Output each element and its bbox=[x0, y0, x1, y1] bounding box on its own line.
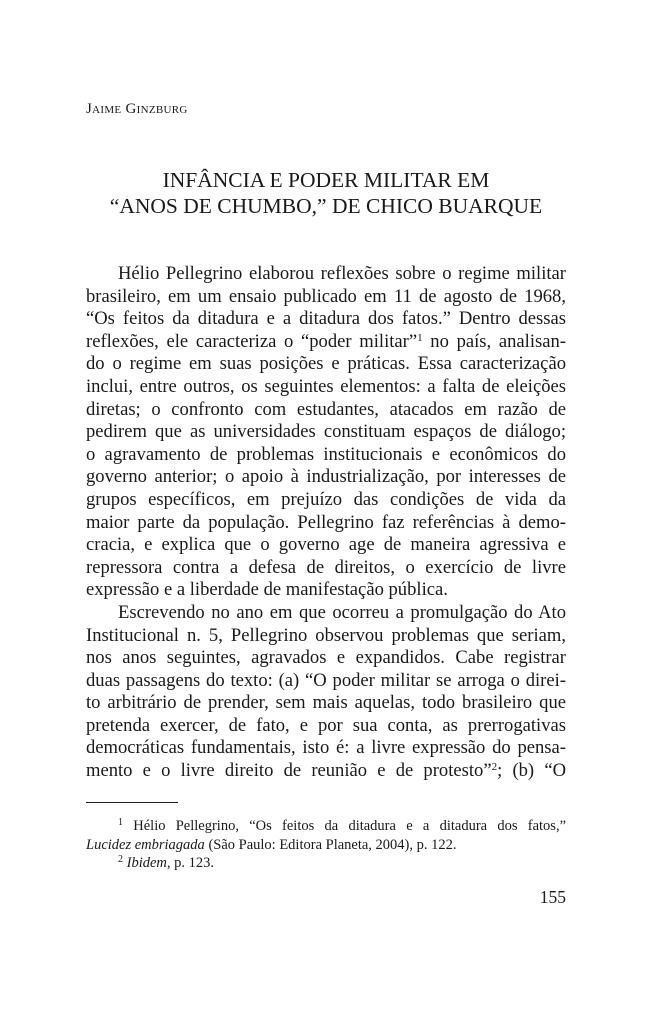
body-line-text: no país, analisan- bbox=[422, 330, 566, 352]
body-line: inclui, entre outros, os seguintes elementos: a falta de eleições bbox=[86, 375, 566, 397]
footnote-2-line bbox=[86, 854, 566, 873]
body-line: brasileiro, em um ensaio publicado em 11 de agosto de 1968, bbox=[86, 285, 566, 307]
footnote-1-line-1 bbox=[86, 817, 566, 836]
body-line: expressão e a liberdade de manifestação pública. bbox=[86, 579, 448, 601]
body-line: duas passagens do texto: (a) “O poder militar se arroga o direi- bbox=[86, 669, 566, 691]
body-line: o agravamento de problemas institucionais e econômicos do bbox=[86, 443, 566, 465]
footnote-ref-2: 2 bbox=[491, 761, 498, 774]
body-line-text: reflexões, ele caracteriza o “poder militar” bbox=[86, 330, 418, 352]
body-line: do o regime em suas posições e práticas. Essa caracterização bbox=[86, 353, 566, 375]
body-line: pretenda exercer, de fato, e por sua conta, as prerrogativas bbox=[86, 714, 566, 736]
running-head-author: Jaime Ginzburg bbox=[86, 101, 188, 117]
footnote-1-number: 1 bbox=[118, 817, 123, 828]
footnote-1-book-title: Lucidez embriagada bbox=[86, 836, 205, 853]
article-title bbox=[86, 167, 566, 219]
footnote-2-ibidem: Ibidem, bbox=[126, 855, 171, 871]
footnotes bbox=[86, 817, 566, 873]
body-line: diretas; o confronto com estudantes, atacados em razão de bbox=[86, 398, 566, 420]
body-line: governo anterior; o apoio à industrialização, por interesses de bbox=[86, 466, 566, 488]
title-line-2: “ANOS DE CHUMBO,” DE CHICO BUARQUE bbox=[109, 194, 543, 218]
title-line-1: INFÂNCIA E PODER MILITAR EM bbox=[162, 168, 490, 192]
body-line-text: mento e o livre direito de reunião e de protesto” bbox=[86, 760, 492, 782]
footnote-1-text: Hélio Pellegrino, “Os feitos da ditadura e a ditadura dos fatos,” bbox=[133, 818, 567, 834]
body-line: repressora contra a defesa de direitos, o exercício de livre bbox=[86, 556, 566, 578]
body-line: Institucional n. 5, Pellegrino observou problemas que seriam, bbox=[86, 624, 566, 646]
body-line bbox=[86, 760, 566, 783]
body-line-text: ; (b) “O bbox=[497, 760, 566, 782]
footnote-1-citation: (São Paulo: Editora Planeta, 2004), p. 122. bbox=[204, 836, 457, 853]
body-line bbox=[86, 331, 566, 354]
body-line: grupos específicos, em prejuízo das condições de vida da bbox=[86, 488, 566, 510]
footnote-2-citation: p. 123. bbox=[170, 855, 215, 871]
body-line: democráticas fundamentais, isto é: a livre expressão do pensa- bbox=[86, 737, 566, 759]
body-line: nos anos seguintes, agravados e expandidos. Cabe registrar bbox=[86, 647, 566, 669]
body-line: Hélio Pellegrino elaborou reflexões sobre o regime militar bbox=[118, 263, 566, 284]
body-line: pedirem que as universidades constituam espaços de diálogo; bbox=[86, 421, 566, 443]
body-line: cracia, e explica que o governo age de maneira agressiva e bbox=[86, 534, 566, 556]
body-line: “Os feitos da ditadura e a ditadura dos fatos.” Dentro dessas bbox=[86, 308, 566, 330]
body-line: Escrevendo no ano em que ocorreu a promulgação do Ato bbox=[118, 601, 566, 623]
body-text bbox=[86, 263, 566, 783]
body-line: maior parte da população. Pellegrino faz referências à demo- bbox=[86, 511, 566, 533]
footnote-1-line-2 bbox=[86, 836, 566, 855]
footnote-ref-1: 1 bbox=[417, 331, 423, 344]
page-number: 155 bbox=[539, 887, 566, 907]
body-line: to arbitrário de prender, sem mais aquelas, todo brasileiro que bbox=[86, 692, 566, 714]
footnote-2-number: 2 bbox=[118, 854, 123, 865]
footnote-rule bbox=[86, 802, 178, 803]
